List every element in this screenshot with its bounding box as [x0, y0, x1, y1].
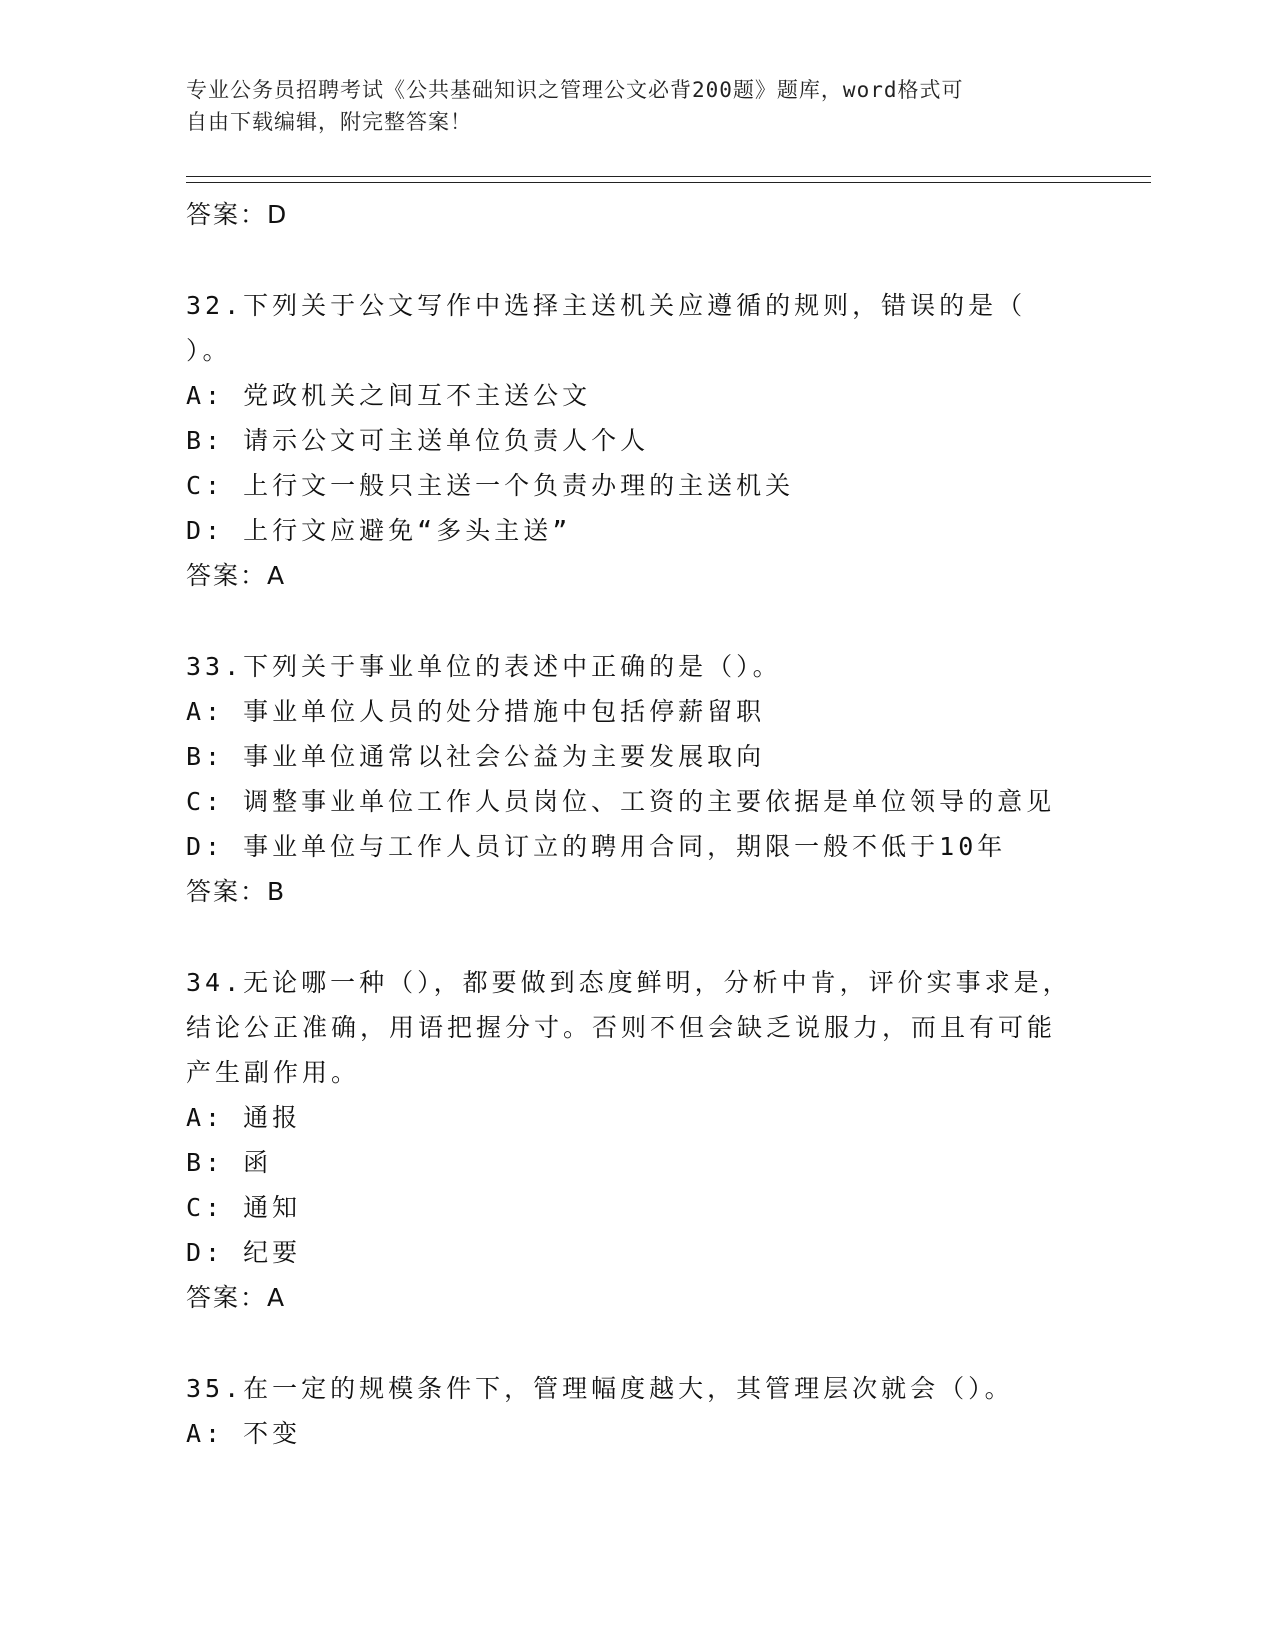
option-b: B: 请示公文可主送单位负责人个人 — [186, 426, 650, 455]
answer-line: 答案：D — [186, 200, 289, 229]
spacer — [186, 598, 1086, 644]
spacer — [186, 237, 1086, 283]
option-d: D: 事业单位与工作人员订立的聘用合同，期限一般不低于10年 — [186, 832, 1007, 861]
option-d: D: 上行文应避免“多头主送” — [186, 516, 572, 545]
spacer — [186, 914, 1086, 960]
option-c: C: 调整事业单位工作人员岗位、工资的主要依据是单位领导的意见 — [186, 787, 1056, 816]
question-stem: 33.下列关于事业单位的表述中正确的是（）。 — [186, 652, 782, 681]
answer-line: 答案：B — [186, 877, 287, 906]
option-c: C: 通知 — [186, 1193, 302, 1222]
option-b: B: 函 — [186, 1148, 273, 1177]
spacer — [186, 1320, 1086, 1366]
header-divider — [186, 176, 1151, 183]
answer-line: 答案：A — [186, 561, 287, 590]
header-line-2: 自由下载编辑，附完整答案！ — [186, 110, 472, 134]
question-block — [186, 283, 1086, 598]
question-stem: 结论公正准确，用语把握分寸。否则不但会缺乏说服力，而且有可能 — [186, 1013, 1057, 1042]
option-a: A: 事业单位人员的处分措施中包括停薪留职 — [186, 697, 766, 726]
question-stem: 34.无论哪一种（），都要做到态度鲜明，分析中肯，评价实事求是， — [186, 968, 1072, 997]
document-header — [186, 74, 1066, 138]
question-stem: ）。 — [186, 336, 232, 365]
question-block — [186, 644, 1086, 914]
question-stem: 32.下列关于公文写作中选择主送机关应遵循的规则，错误的是（ — [186, 291, 1027, 320]
option-a: A: 党政机关之间互不主送公文 — [186, 381, 592, 410]
question-stem: 35.在一定的规模条件下，管理幅度越大，其管理层次就会（）。 — [186, 1374, 1014, 1403]
question-stem: 产生副作用。 — [186, 1058, 361, 1087]
document-body — [186, 192, 1086, 1456]
answer-line: 答案：A — [186, 1283, 287, 1312]
option-a: A: 不变 — [186, 1419, 302, 1448]
option-c: C: 上行文一般只主送一个负责办理的主送机关 — [186, 471, 795, 500]
option-d: D: 纪要 — [186, 1238, 302, 1267]
question-block — [186, 960, 1086, 1320]
question-block — [186, 1366, 1086, 1456]
option-a: A: 通报 — [186, 1103, 302, 1132]
header-line-1: 专业公务员招聘考试《公共基础知识之管理公文必背200题》题库，word格式可 — [186, 78, 964, 102]
option-b: B: 事业单位通常以社会公益为主要发展取向 — [186, 742, 766, 771]
